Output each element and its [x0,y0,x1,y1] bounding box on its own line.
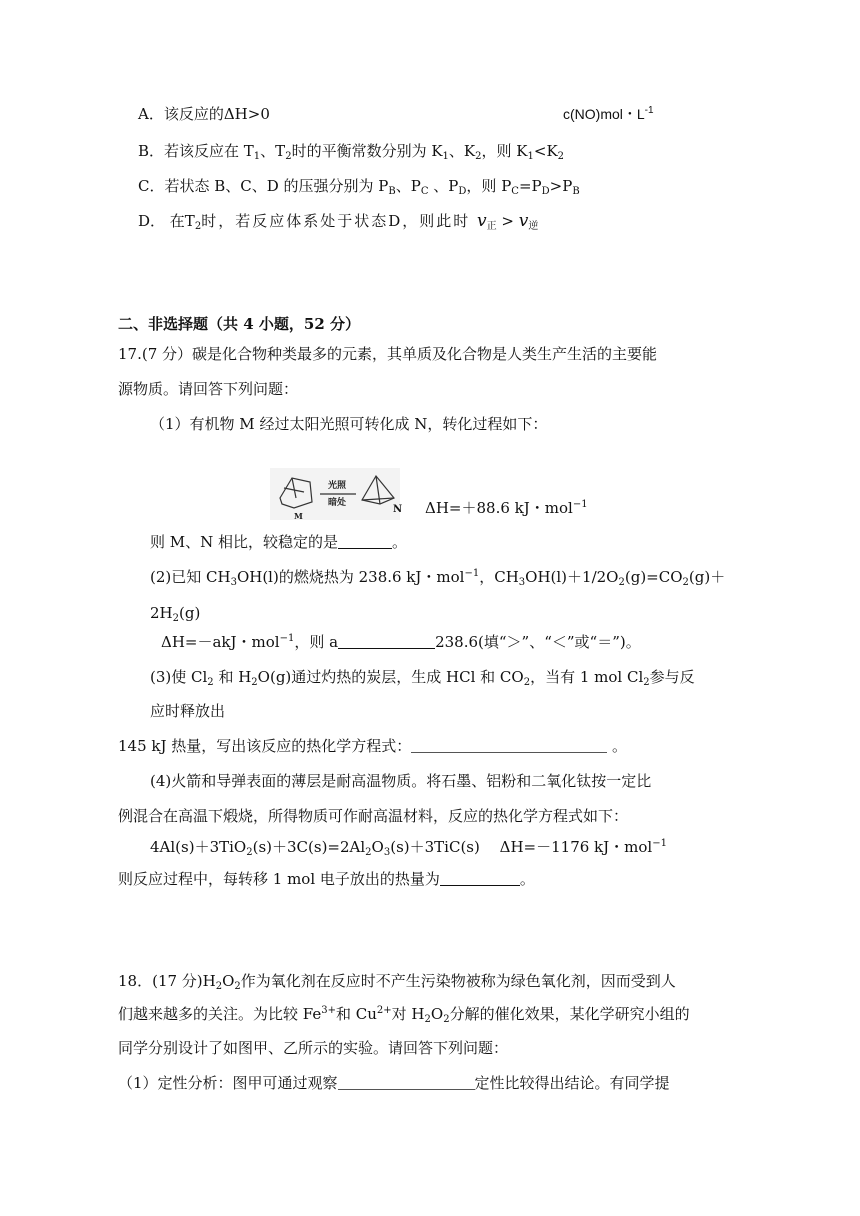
q18-line3: 同学分别设计了如图甲、乙所示的实验。请回答下列问题： [118,1039,509,1057]
q17-dh1: ΔH=＋88.6 kJ・mol$^{-1}$ [425,499,588,517]
q17-part3: (3)使 $Cl_2$ 和 $H_2O(g)$通过灼热的炭层，生成 HCl 和 $CO_2$，当有 1 mol $Cl_2$参与反 [150,668,695,688]
answer-blank-4[interactable] [440,871,520,886]
q17-part2-cont: $2H_2(g)$ [150,604,201,624]
q17-part3-cont: 应时释放出 [150,702,226,720]
answer-blank-5[interactable] [338,1075,475,1090]
option-a: A．该反应的ΔH>0 [138,105,270,123]
q18-line1: 18．(17 分)$H_2O_2$作为氧化剂在反应时不产生污染物被称为绿色氧化剂，因而受到人 [118,972,676,992]
q18-line4: （1）定性分析：图甲可通过观察 定性比较得出结论。有同学提 [118,1074,670,1092]
q17-part3-question: 145 kJ 热量，写出该反应的热化学方程式： 。 [118,737,628,755]
option-c: C．若状态 B、C、D 的压强分别为 $P_B$、$P_C$ 、$P_D$，则 $P_C=P_D>P_B$ [138,177,580,197]
arrow-top-label: 光照 [328,481,347,491]
q17-line1: 17.(7 分）碳是化合物种类最多的元素，其单质及化合物是人类生产生活的主要能 [118,345,658,363]
q17-part4-cont: 例混合在高温下煅烧，所得物质可作耐高温材料，反应的热化学方程式如下： [118,807,629,825]
q18-line2: 们越来越多的关注。为比较 $Fe^{3+}$和 $Cu^{2+}$对 $H_2O_2$分解的催化效果，某化学研究小组的 [118,1005,690,1025]
q17-part2-dh: ΔH=－akJ・mol$^{-1}$，则 a 238.6(填“＞”、“＜”或“＝”)。 [161,633,641,651]
answer-blank-2[interactable] [338,634,435,649]
q17-part4-equation: $4Al(s)+3TiO_2(s)+3C(s)=2Al_2O_3(s)+3TiC(s)$ ΔH=－1176 kJ・mol$^{-1}$ [150,838,667,858]
q17-part4: (4)火箭和导弹表面的薄层是耐高温物质。将石墨、铝粉和二氧化钛按一定比 [150,772,652,790]
molecule-n-label: N [393,504,403,515]
arrow-bottom-label: 暗处 [328,498,347,508]
q17-part1: （1）有机物 M 经过太阳光照可转化成 N，转化过程如下： [150,415,548,433]
option-b: B．若该反应在 $T_1$、$T_2$时的平衡常数分别为 $K_1$、$K_2$，则 $K_1<K_2$ [138,142,565,162]
option-d: D． 在$T_2$时，若反应体系处于状态D，则此时 $v_正 > v_逆$ [138,211,539,232]
q17-part4-question: 则反应过程中，每转移 1 mol 电子放出的热量为 。 [118,870,535,888]
q17-line2: 源物质。请回答下列问题： [118,380,299,398]
molecule-m-label: M [294,511,303,520]
section-title: 二、非选择题（共 4 小题，52 分） [118,315,360,333]
q17-part1-question: 则 M、N 相比，较稳定的是 。 [150,533,408,551]
answer-blank-1[interactable] [338,534,392,549]
q17-part2: (2)已知 $CH_3OH(l)$的燃烧热为 238.6 kJ・mol$^{-1}$，$CH_3OH(l)+1/2O_2(g)=CO_2(g)+$ [150,568,726,588]
reaction-diagram [270,468,403,520]
answer-blank-3[interactable] [411,738,607,753]
graph-axis-label: c(NO)mol・$L^{-1}$ [563,105,654,122]
